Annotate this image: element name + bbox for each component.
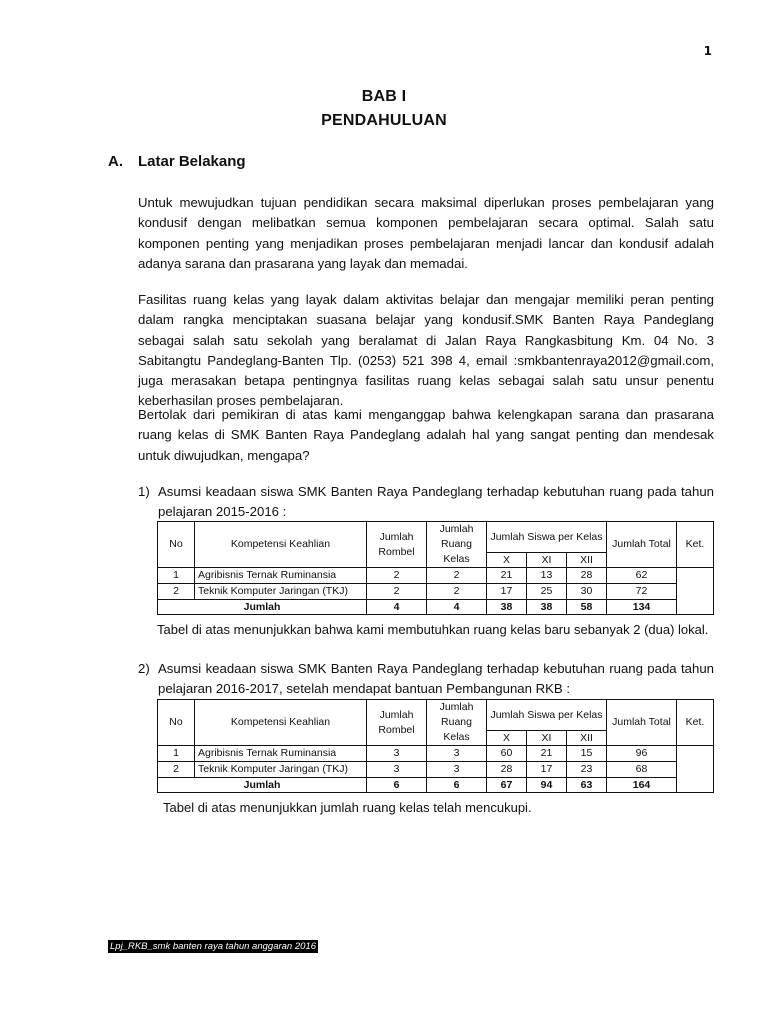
header-kompetensi: Kompetensi Keahlian [195, 522, 367, 568]
cell-rombel: 2 [367, 568, 427, 584]
header-no: No [158, 700, 195, 746]
total-xi: 94 [527, 778, 567, 793]
cell-no: 1 [158, 746, 195, 762]
cell-ket [677, 568, 714, 615]
header-ket: Ket. [677, 522, 714, 568]
header-ruang: Jumlah Ruang Kelas [427, 700, 487, 746]
header-total: Jumlah Total [607, 700, 677, 746]
total-ruang: 6 [427, 778, 487, 793]
cell-xi: 13 [527, 568, 567, 584]
cell-ruang: 2 [427, 568, 487, 584]
chapter-title: PENDAHULUAN [321, 112, 447, 129]
cell-no: 1 [158, 568, 195, 584]
list-marker: 1) [138, 484, 150, 499]
total-x: 38 [487, 600, 527, 615]
cell-x: 60 [487, 746, 527, 762]
page-number: 1 [703, 44, 712, 58]
cell-x: 17 [487, 584, 527, 600]
total-rombel: 4 [367, 600, 427, 615]
cell-xi: 17 [527, 762, 567, 778]
total-label: Jumlah [158, 778, 367, 793]
cell-ruang: 3 [427, 762, 487, 778]
header-no: No [158, 522, 195, 568]
list-item-1 [138, 482, 714, 523]
cell-xii: 23 [567, 762, 607, 778]
cell-total: 72 [607, 584, 677, 600]
header-rombel: Jumlah Rombel [367, 700, 427, 746]
total-total: 164 [607, 778, 677, 793]
header-siswa: Jumlah Siswa per Kelas [487, 700, 607, 731]
cell-rombel: 2 [367, 584, 427, 600]
section-heading [108, 153, 246, 170]
cell-x: 21 [487, 568, 527, 584]
cell-total: 62 [607, 568, 677, 584]
cell-ket [677, 746, 714, 793]
cell-x: 28 [487, 762, 527, 778]
cell-xii: 28 [567, 568, 607, 584]
cell-kompetensi: Agribisnis Ternak Ruminansia [195, 568, 367, 584]
chapter-number: BAB I [361, 88, 407, 105]
cell-kompetensi: Teknik Komputer Jaringan (TKJ) [195, 762, 367, 778]
header-rombel: Jumlah Rombel [367, 522, 427, 568]
total-x: 67 [487, 778, 527, 793]
header-xii: XII [567, 553, 607, 568]
table-note-2: Tabel di atas menunjukkan jumlah ruang kelas telah mencukupi. [163, 800, 532, 815]
cell-rombel: 3 [367, 746, 427, 762]
header-ruang: Jumlah Ruang Kelas [427, 522, 487, 568]
student-table-2016-2017 [157, 699, 714, 793]
cell-no: 2 [158, 584, 195, 600]
paragraph-3: Bertolak dari pemikiran di atas kami menganggap bahwa kelengkapan sarana dan prasarana ruang kelas di SMK Banten Raya Pandeglang adalah hal yang sangat penting dan mendesak untuk diwujudkan, mengapa? [138, 407, 714, 463]
cell-ruang: 3 [427, 746, 487, 762]
list-marker: 2) [138, 661, 150, 676]
table-row [158, 746, 714, 762]
header-xii: XII [567, 731, 607, 746]
cell-xii: 15 [567, 746, 607, 762]
cell-total: 68 [607, 762, 677, 778]
table-total-row [158, 778, 714, 793]
total-xii: 63 [567, 778, 607, 793]
header-xi: XI [527, 731, 567, 746]
header-ket: Ket. [677, 700, 714, 746]
cell-kompetensi: Teknik Komputer Jaringan (TKJ) [195, 584, 367, 600]
cell-xi: 25 [527, 584, 567, 600]
table-total-row [158, 600, 714, 615]
list-item-text: Asumsi keadaan siswa SMK Banten Raya Pandeglang terhadap kebutuhan ruang pada tahun pelajaran 2015-2016 : [158, 484, 714, 520]
header-xi: XI [527, 553, 567, 568]
cell-xii: 30 [567, 584, 607, 600]
header-x: X [487, 553, 527, 568]
header-siswa: Jumlah Siswa per Kelas [487, 522, 607, 553]
table-row [158, 568, 714, 584]
cell-total: 96 [607, 746, 677, 762]
cell-rombel: 3 [367, 762, 427, 778]
section-title: Latar Belakang [138, 153, 246, 170]
list-item-2 [138, 659, 714, 700]
cell-ruang: 2 [427, 584, 487, 600]
table-row [158, 762, 714, 778]
table-row [158, 584, 714, 600]
cell-xi: 21 [527, 746, 567, 762]
header-x: X [487, 731, 527, 746]
total-ruang: 4 [427, 600, 487, 615]
footer-label: Lpj_RKB_smk banten raya tahun anggaran 2016 [110, 941, 316, 952]
total-total: 134 [607, 600, 677, 615]
section-number: A. [108, 153, 123, 170]
total-label: Jumlah [158, 600, 367, 615]
header-total: Jumlah Total [607, 522, 677, 568]
cell-kompetensi: Agribisnis Ternak Ruminansia [195, 746, 367, 762]
paragraph-1: Untuk mewujudkan tujuan pendidikan secara maksimal diperlukan proses pembelajaran yang kondusif dengan melibatkan semua komponen pembelajaran secara optimal. Salah satu komponen penting yang menjadikan proses pembelajaran menjadi lancar dan kondusif adalah adanya sarana dan prasarana yang layak dan memadai. [138, 195, 714, 271]
header-kompetensi: Kompetensi Keahlian [195, 700, 367, 746]
paragraph-2: Fasilitas ruang kelas yang layak dalam aktivitas belajar dan mengajar memiliki peran penting dalam rangka menciptakan suasana belajar yang kondusif.SMK Banten Raya Pandeglang sebagai salah satu sekolah yang beralamat di Jalan Raya Rangkasbitung Km. 04 No. 3 Sabitangtu Pandeglang-Banten Tlp. (0253) 521 398 4, email :smkbantenraya2012@gmail.com, juga merasakan betapa pentingnya fasilitas ruang kelas sebagai salah satu unsur penentu keberhasilan proses pembelajaran. [138, 292, 714, 409]
table-note-1: Tabel di atas menunjukkan bahwa kami membutuhkan ruang kelas baru sebanyak 2 (dua) lokal. [157, 622, 709, 637]
cell-no: 2 [158, 762, 195, 778]
student-table-2015-2016 [157, 521, 714, 615]
total-xi: 38 [527, 600, 567, 615]
total-xii: 58 [567, 600, 607, 615]
list-item-text: Asumsi keadaan siswa SMK Banten Raya Pandeglang terhadap kebutuhan ruang pada tahun pelajaran 2016-2017, setelah mendapat bantuan Pembangunan RKB : [158, 661, 714, 697]
total-rombel: 6 [367, 778, 427, 793]
